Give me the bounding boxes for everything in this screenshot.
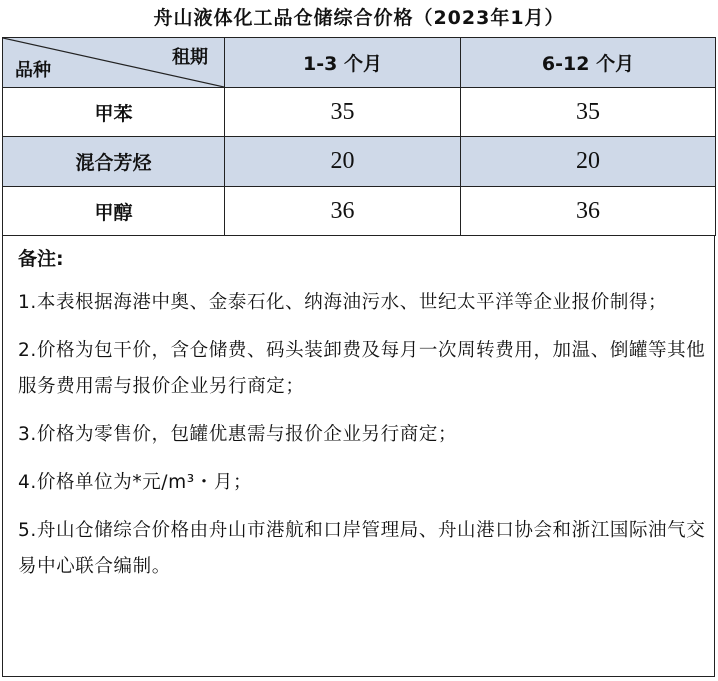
price-cell: 35 (461, 88, 716, 137)
price-cell: 20 (461, 137, 716, 187)
price-cell: 36 (461, 187, 716, 236)
table-row (3, 187, 716, 236)
header-col-6-12-months: 6-12 个月 (461, 38, 716, 88)
price-cell: 36 (225, 187, 461, 236)
header-term-label: 租期 (172, 47, 208, 68)
header-corner-cell (3, 38, 225, 88)
header-variety-label: 品种 (15, 60, 51, 81)
note-item: 2.价格为包干价，含仓储费、码头装卸费及每月一次周转费用，加温、倒罐等其他服务费用需与报价企业另行商定； (18, 340, 706, 397)
product-cell: 甲苯 (3, 88, 225, 137)
product-cell: 甲醇 (3, 187, 225, 236)
price-cell: 35 (225, 88, 461, 137)
note-item: 1.本表根据海港中奥、金泰石化、纳海油污水、世纪太平洋等企业报价制得； (18, 292, 668, 313)
note-item: 4.价格单位为*元/m³・月； (18, 472, 253, 493)
notes-section (2, 235, 715, 677)
note-item: 3.价格为零售价，包罐优惠需与报价企业另行商定； (18, 424, 458, 445)
page-title: 舟山液体化工品仓储综合价格（2023年1月） (153, 7, 565, 29)
header-col-1-3-months: 1-3 个月 (225, 38, 461, 88)
table-header-row (3, 38, 716, 88)
notes-title: 备注: (18, 248, 64, 270)
price-cell: 20 (225, 137, 461, 187)
note-item: 5.舟山仓储综合价格由舟山市港航和口岸管理局、舟山港口协会和浙江国际油气交易中心联合编制。 (18, 520, 706, 577)
table-row (3, 137, 716, 187)
product-cell: 混合芳烃 (3, 137, 225, 187)
table-row (3, 88, 716, 137)
price-table (2, 37, 716, 236)
